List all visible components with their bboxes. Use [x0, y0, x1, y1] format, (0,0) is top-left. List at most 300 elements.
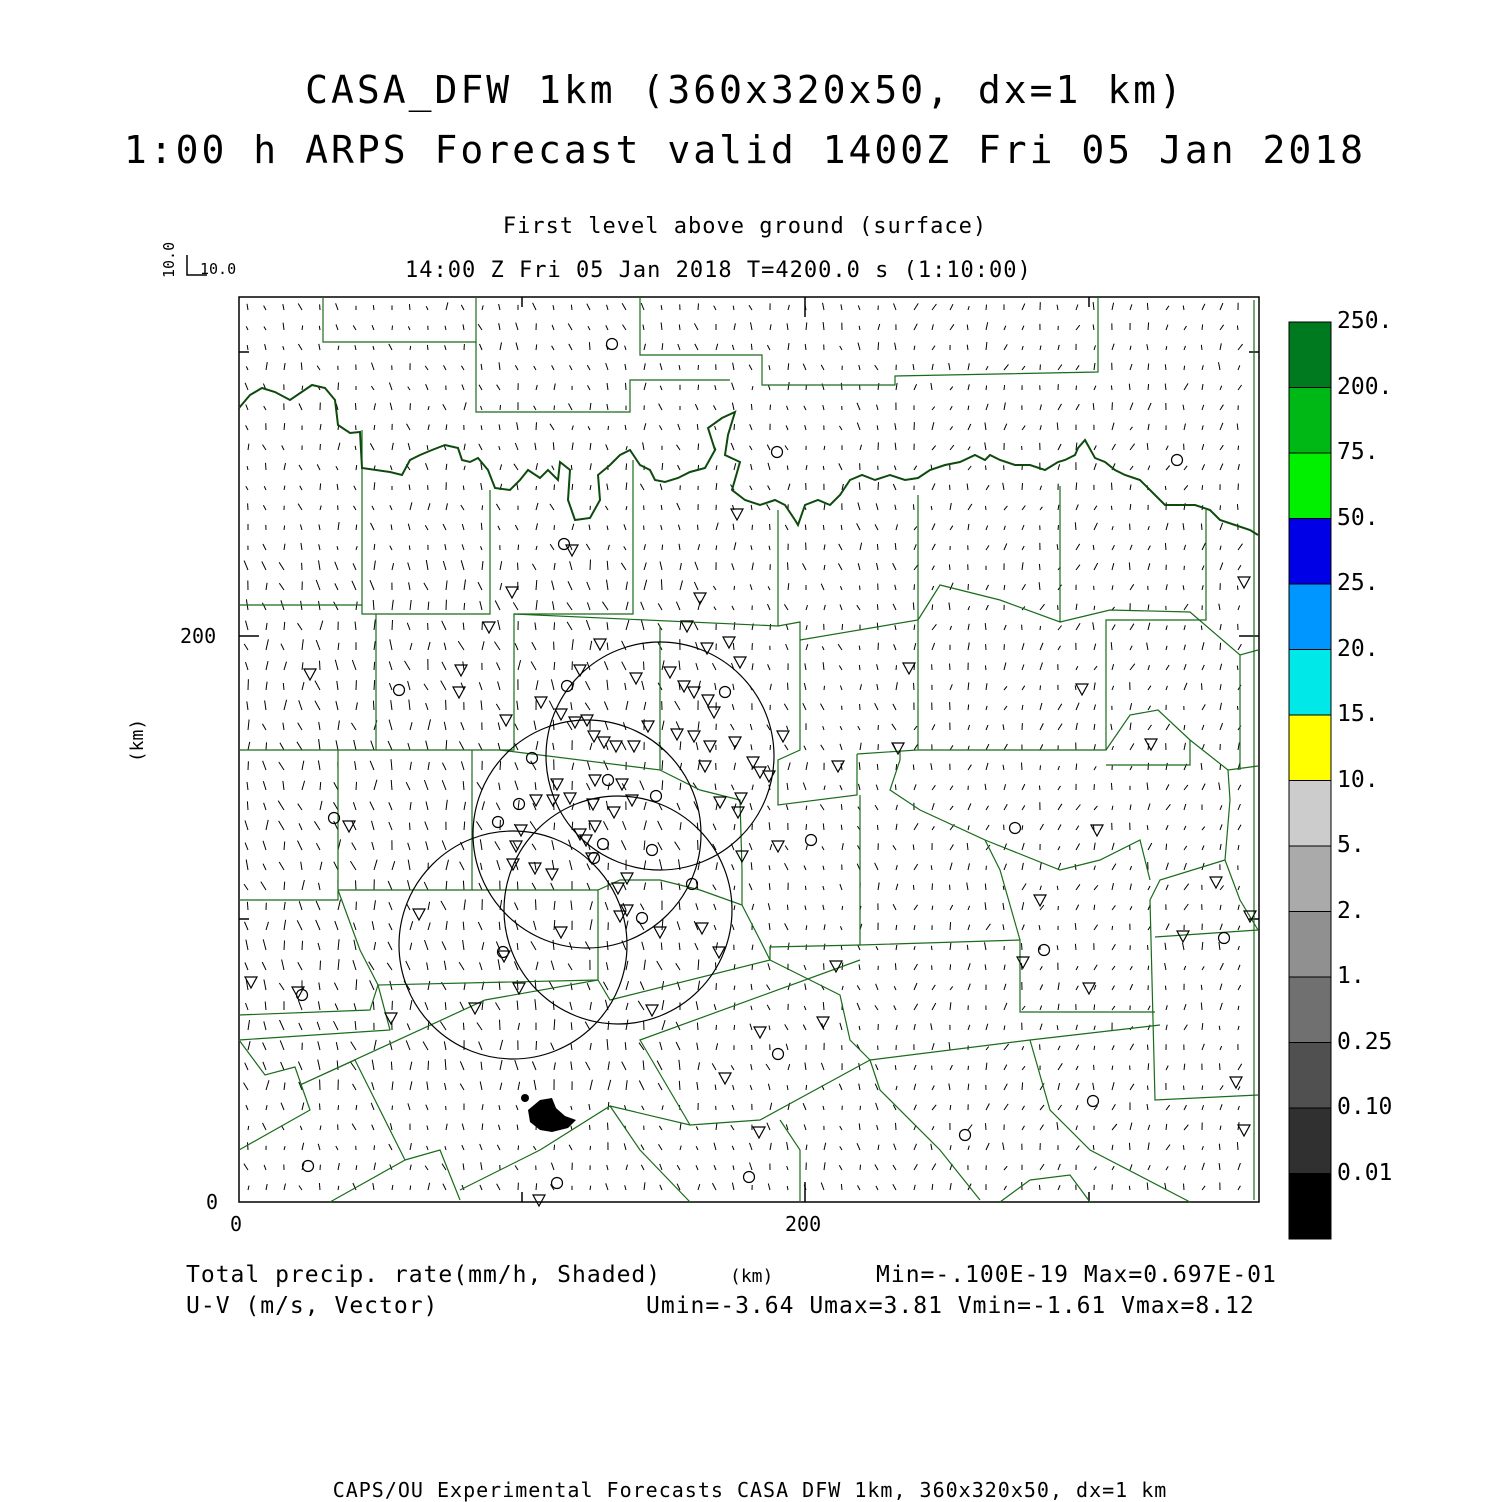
wind-vector — [479, 682, 482, 690]
wind-vector — [894, 303, 897, 310]
county-line — [239, 1040, 310, 1150]
wind-vector — [464, 580, 466, 591]
station-triangle-marker — [455, 665, 467, 676]
wind-vector — [1004, 1186, 1007, 1190]
wind-vector — [1040, 486, 1042, 490]
wind-vector — [877, 563, 879, 570]
wind-vector — [481, 406, 483, 410]
wind-vector — [644, 821, 646, 831]
wind-vector — [1220, 924, 1222, 930]
wind-vector — [985, 942, 987, 950]
station-triangle-marker — [610, 741, 622, 752]
wind-vector — [355, 622, 356, 630]
wind-vector — [374, 662, 375, 670]
wind-vector — [1076, 966, 1078, 970]
station-triangle-marker — [671, 729, 683, 740]
wind-vector — [568, 581, 572, 590]
wind-vector — [893, 563, 896, 570]
wind-vector — [768, 806, 771, 810]
wind-vector — [569, 840, 573, 850]
wind-vector — [986, 706, 987, 710]
wind-vector — [1057, 1122, 1058, 1130]
wind-vector — [1202, 1105, 1204, 1110]
wind-vector — [676, 963, 680, 970]
wind-vector — [604, 821, 609, 830]
wind-vector — [1202, 966, 1204, 970]
precip-area — [521, 1094, 529, 1102]
county-line — [598, 960, 770, 1000]
wind-vector — [1202, 784, 1205, 790]
wind-vector — [932, 1086, 934, 1091]
wind-vector — [299, 700, 302, 710]
wind-vector — [410, 1186, 411, 1191]
wind-vector — [803, 703, 806, 710]
wind-vector — [644, 544, 646, 550]
wind-vector — [986, 763, 988, 770]
wind-vector — [247, 902, 248, 910]
wind-vector — [1220, 963, 1223, 970]
wind-vector — [536, 385, 537, 390]
wind-vector — [860, 684, 862, 690]
wind-vector — [661, 579, 662, 590]
wind-vector — [859, 762, 860, 770]
wind-vector — [426, 841, 428, 850]
wind-vector — [338, 383, 339, 391]
wind-vector — [1094, 1167, 1096, 1170]
wind-vector — [1184, 863, 1186, 870]
wind-vector — [1004, 864, 1007, 870]
wind-vector — [589, 1104, 590, 1110]
wind-vector — [716, 1123, 717, 1130]
wind-vector — [1166, 763, 1167, 770]
wind-vector — [950, 1105, 951, 1110]
credit-line: CAPS/OU Experimental Forecasts CASA DFW 1km, 360x320x50, dx=1 km — [0, 1478, 1500, 1502]
wind-vector — [372, 363, 375, 370]
wind-vector — [320, 862, 322, 870]
wind-vector — [732, 345, 734, 350]
wind-vector — [590, 463, 591, 470]
wind-vector — [716, 1025, 717, 1030]
wind-vector — [786, 425, 788, 430]
wind-vector — [245, 963, 248, 971]
wind-vector — [733, 306, 734, 310]
wind-vector — [950, 503, 951, 510]
wind-vector — [535, 623, 536, 631]
wind-vector — [1058, 1046, 1060, 1050]
wind-vector — [1238, 905, 1239, 910]
wind-vector — [894, 1006, 896, 1011]
county-line — [239, 890, 390, 1040]
y-axis-label: (km) — [127, 719, 148, 762]
wind-vector — [626, 602, 628, 610]
wind-vector — [769, 1026, 770, 1031]
wind-vector — [263, 939, 266, 950]
wind-vector — [621, 840, 626, 850]
forecast-valid-title: 1:00 h ARPS Forecast valid 1400Z Fri 05 Jan 2018 — [0, 128, 1490, 172]
wind-vector — [1022, 584, 1026, 590]
wind-vector — [1201, 985, 1202, 990]
wind-vector — [788, 562, 789, 570]
wind-vector — [336, 1146, 338, 1150]
wind-vector — [716, 942, 718, 950]
wind-vector — [570, 1002, 572, 1010]
station-triangle-marker — [772, 841, 784, 852]
wind-vector — [821, 704, 825, 710]
wind-vector — [626, 463, 627, 470]
wind-vector — [443, 524, 446, 530]
wind-vector — [749, 365, 752, 370]
wind-vector — [1166, 825, 1168, 830]
wind-vector — [283, 304, 284, 310]
wind-vector — [316, 580, 320, 590]
colorbar-swatch — [1289, 977, 1331, 1043]
wind-vector — [788, 343, 789, 350]
wind-vector — [626, 1165, 628, 1170]
wind-vector — [334, 983, 338, 990]
wind-vector — [246, 621, 249, 630]
wind-vector — [481, 700, 482, 710]
wind-vector — [428, 981, 430, 990]
wind-vector — [1022, 366, 1025, 370]
wind-vector — [283, 346, 284, 350]
wind-vector — [878, 383, 879, 390]
wind-vector — [374, 544, 375, 550]
station-triangle-marker — [555, 927, 567, 938]
wind-vector — [986, 605, 988, 610]
wind-vector — [1040, 663, 1043, 671]
wind-vector — [570, 860, 573, 870]
wind-vector — [678, 465, 681, 470]
wind-vector — [950, 845, 953, 851]
wind-vector — [1094, 345, 1096, 350]
wind-vector — [262, 562, 266, 571]
wind-vector — [968, 906, 970, 910]
wind-vector — [679, 1060, 680, 1070]
wind-vector — [841, 525, 842, 530]
wind-vector — [625, 425, 626, 430]
wind-vector — [914, 1004, 918, 1010]
wind-vector — [354, 740, 356, 750]
wind-vector — [823, 525, 824, 530]
wind-vector — [1094, 724, 1095, 730]
wind-vector — [553, 601, 555, 610]
wind-vector — [1130, 703, 1132, 710]
wind-vector — [1076, 1126, 1077, 1131]
wind-vector — [914, 584, 915, 590]
wind-vector — [373, 701, 374, 710]
wind-vector — [515, 643, 518, 650]
wind-vector — [1184, 1184, 1185, 1190]
wind-vector — [1112, 746, 1114, 750]
wind-vector — [356, 465, 357, 470]
wind-vector — [824, 545, 825, 551]
wind-vector — [297, 742, 302, 750]
wind-vector — [1166, 885, 1168, 890]
wind-vector — [914, 1065, 916, 1070]
station-circle-marker — [493, 817, 504, 828]
wind-vector — [1130, 444, 1135, 450]
wind-vector — [840, 1146, 842, 1150]
wind-vector — [247, 701, 248, 710]
wind-vector — [1238, 565, 1241, 570]
station-triangle-marker — [616, 779, 628, 790]
wind-vector — [841, 946, 842, 950]
wind-vector — [1184, 383, 1188, 390]
wind-vector — [424, 684, 428, 690]
wind-vector — [497, 385, 500, 390]
wind-vector — [499, 1125, 501, 1130]
station-triangle-marker — [734, 657, 746, 668]
wind-vector — [626, 482, 627, 490]
wind-vector — [1058, 404, 1062, 410]
wind-vector — [950, 885, 951, 890]
wind-vector — [643, 325, 644, 330]
wind-vector — [806, 465, 807, 470]
wind-vector — [914, 1084, 916, 1090]
wind-vector — [445, 326, 446, 330]
wind-vector — [734, 886, 735, 890]
wind-vector — [426, 741, 428, 750]
wind-vector — [1111, 724, 1112, 730]
wind-vector — [266, 682, 267, 690]
wind-vector — [356, 880, 357, 890]
station-triangle-marker — [719, 1073, 731, 1084]
wind-vector — [499, 304, 500, 310]
wind-vector — [1112, 1066, 1113, 1070]
wind-vector — [823, 1106, 824, 1110]
wind-vector — [893, 1165, 896, 1170]
wind-vector — [246, 405, 248, 411]
colorbar-swatch — [1289, 322, 1331, 388]
wind-vector — [839, 1165, 842, 1170]
wind-vector — [752, 904, 754, 910]
wind-vector — [427, 445, 428, 450]
wind-vector — [914, 905, 918, 910]
wind-vector — [389, 822, 392, 830]
wind-vector — [678, 424, 680, 430]
wind-vector — [478, 324, 482, 330]
wind-vector — [354, 923, 357, 930]
wind-vector — [932, 364, 933, 370]
wind-vector — [1202, 585, 1203, 590]
wind-vector — [750, 486, 752, 490]
wind-vector — [950, 583, 953, 590]
wind-vector — [338, 1105, 339, 1110]
wind-vector — [370, 802, 374, 810]
wind-vector — [986, 1123, 987, 1130]
wind-vector — [300, 1126, 302, 1130]
wind-vector — [1201, 626, 1202, 631]
wind-vector — [733, 363, 734, 370]
wind-vector — [660, 1185, 662, 1190]
wind-vector — [1129, 1186, 1130, 1190]
wind-vector — [607, 1165, 608, 1170]
wind-vector — [968, 1025, 970, 1030]
wind-vector — [968, 682, 969, 690]
wind-vector — [784, 704, 788, 710]
wind-vector — [479, 883, 482, 890]
wind-vector — [354, 486, 356, 490]
wind-vector — [1129, 384, 1130, 390]
wind-vector — [1238, 845, 1239, 850]
colorbar-swatch — [1289, 1108, 1331, 1174]
wind-vector — [1166, 844, 1167, 850]
wind-vector — [248, 720, 249, 731]
wind-vector — [986, 342, 987, 350]
wind-vector — [877, 604, 878, 610]
wind-vector — [1220, 1126, 1221, 1130]
wind-vector — [410, 921, 413, 930]
wind-vector — [244, 561, 248, 570]
wind-vector — [1220, 824, 1222, 830]
wind-vector — [500, 1040, 503, 1050]
wind-vector — [1220, 563, 1223, 570]
wind-vector — [626, 383, 627, 390]
wind-vector — [640, 904, 644, 910]
wind-vector — [318, 1001, 320, 1010]
station-triangle-marker — [630, 673, 642, 684]
wind-vector — [640, 484, 644, 490]
wind-vector — [932, 906, 933, 910]
wind-vector — [569, 404, 573, 411]
wind-vector — [569, 1145, 572, 1150]
wind-vector — [659, 404, 662, 410]
wind-vector — [680, 1123, 681, 1130]
wind-vector — [515, 1166, 518, 1171]
wind-vector — [986, 1063, 987, 1070]
wind-vector — [932, 643, 935, 650]
wind-vector — [536, 463, 538, 470]
wind-vector — [968, 306, 969, 310]
wind-vector — [607, 404, 608, 410]
wind-vector — [446, 464, 447, 470]
wind-vector — [350, 1062, 356, 1070]
wind-vector — [406, 1040, 410, 1050]
wind-vector — [337, 546, 338, 550]
wind-vector — [823, 905, 824, 910]
wind-vector — [284, 882, 285, 890]
wind-vector — [1130, 403, 1133, 410]
wind-vector — [302, 386, 303, 390]
wind-vector — [572, 639, 573, 650]
wind-vector — [373, 346, 374, 350]
wind-vector — [298, 344, 302, 350]
wind-vector — [986, 526, 988, 531]
wind-vector — [536, 899, 537, 910]
wind-vector — [896, 865, 897, 870]
wind-vector — [1184, 826, 1186, 830]
wind-vector — [246, 1003, 249, 1010]
wind-vector — [804, 1125, 806, 1131]
station-circle-marker — [806, 835, 817, 846]
wind-vector — [446, 921, 447, 930]
wind-vector — [590, 443, 591, 450]
wind-vector — [607, 622, 608, 630]
wind-vector — [698, 981, 700, 990]
wind-vector — [1165, 384, 1166, 390]
wind-vector — [1093, 545, 1094, 550]
wind-vector — [392, 620, 393, 630]
wind-vector — [408, 880, 411, 890]
county-line — [857, 620, 918, 754]
wind-vector — [552, 346, 554, 350]
wind-vector — [1094, 1004, 1095, 1010]
wind-vector — [968, 863, 970, 870]
wind-vector — [482, 1104, 483, 1110]
wind-vector — [750, 1143, 753, 1150]
wind-vector — [551, 961, 554, 970]
wind-vector — [914, 1144, 917, 1150]
wind-vector — [571, 305, 572, 310]
wind-vector — [697, 1043, 698, 1050]
wind-vector — [662, 721, 664, 730]
wind-vector — [264, 486, 266, 490]
wind-vector — [878, 883, 879, 891]
wind-vector — [266, 362, 267, 370]
wind-vector — [622, 662, 626, 670]
wind-vector — [1076, 703, 1079, 710]
wind-vector — [858, 305, 860, 310]
wind-vector — [1040, 405, 1041, 411]
wind-vector — [715, 385, 716, 390]
wind-vector — [1130, 304, 1132, 310]
wind-vector — [931, 865, 932, 870]
wind-vector — [662, 981, 664, 990]
wind-vector — [279, 762, 284, 770]
wind-vector — [786, 644, 788, 650]
wind-vector — [751, 322, 753, 330]
wind-vector — [1004, 1065, 1007, 1070]
wind-vector — [733, 643, 734, 650]
wind-vector — [298, 1000, 302, 1010]
wind-vector — [1112, 926, 1113, 930]
wind-vector — [479, 385, 482, 390]
wind-vector — [644, 841, 645, 851]
wind-vector — [372, 1060, 374, 1070]
wind-vector — [787, 1085, 788, 1090]
wind-vector — [658, 821, 662, 830]
station-triangle-marker — [535, 697, 547, 708]
wind-vector — [1201, 763, 1202, 770]
wind-vector — [373, 600, 374, 610]
wind-vector — [878, 1145, 879, 1150]
county-line — [890, 760, 1155, 1012]
wind-vector — [319, 525, 320, 531]
wind-vector — [1022, 643, 1024, 650]
wind-vector — [768, 765, 770, 770]
wind-vector — [463, 324, 464, 330]
wind-vector — [1130, 866, 1132, 870]
wind-vector — [336, 466, 338, 470]
wind-vector — [1148, 886, 1150, 890]
wind-vector — [298, 623, 303, 630]
wind-vector — [1004, 424, 1007, 430]
wind-vector — [372, 842, 374, 850]
wind-vector — [264, 406, 266, 410]
wind-vector — [804, 1006, 806, 1010]
wind-vector — [1040, 985, 1043, 991]
wind-vector — [662, 1000, 664, 1010]
wind-vector — [315, 701, 320, 710]
wind-vector — [644, 580, 647, 590]
wind-vector — [515, 1060, 518, 1070]
wind-vector — [425, 822, 428, 830]
wind-vector — [319, 560, 321, 570]
wind-vector — [914, 964, 918, 970]
wind-vector — [914, 1164, 917, 1170]
wind-vector — [932, 803, 934, 810]
wind-vector — [732, 563, 734, 570]
